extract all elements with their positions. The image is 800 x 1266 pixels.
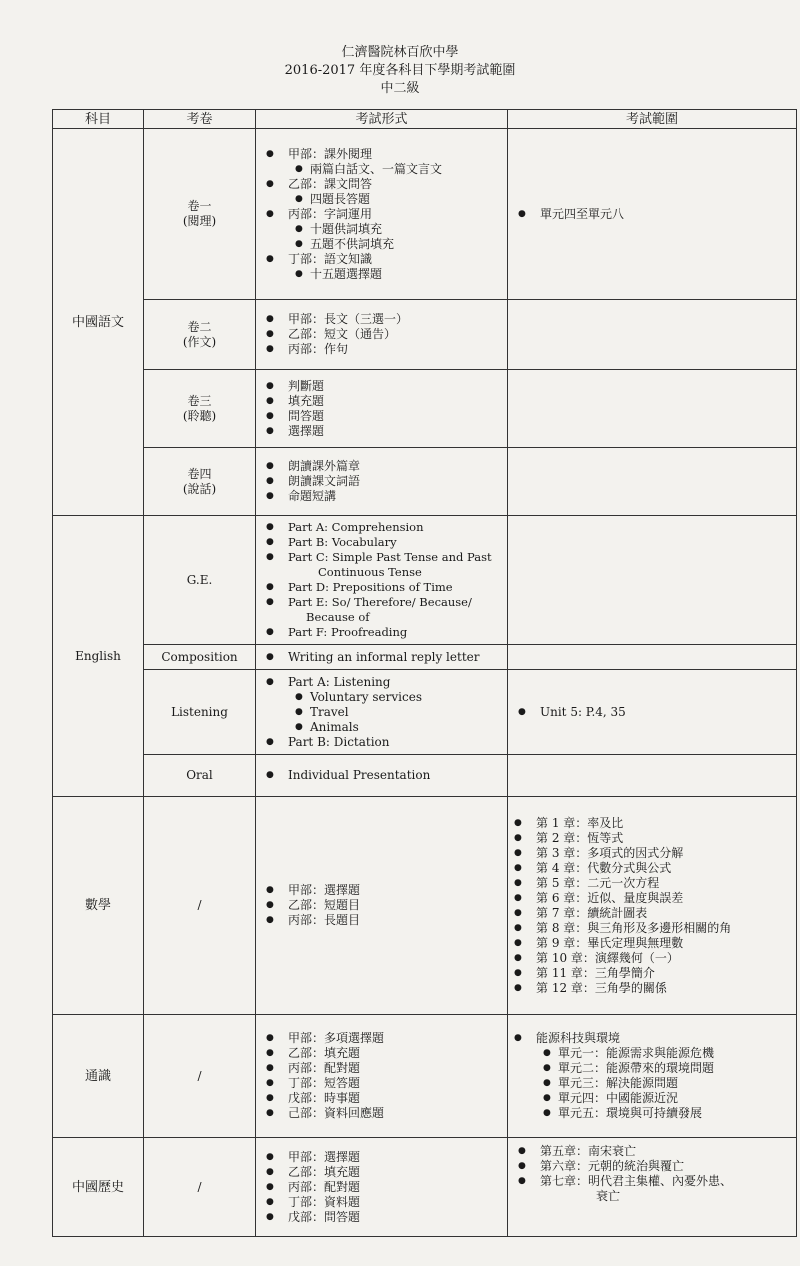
- table-row: [53, 670, 797, 755]
- table-row: [53, 370, 797, 448]
- column-header-paper: 考卷: [144, 110, 256, 129]
- list-subitem: ● 兩篇白話文、一篇文言文: [288, 162, 501, 177]
- list-item: ● 第六章：元朝的統治與覆亡: [514, 1159, 790, 1174]
- table-row: [53, 516, 797, 645]
- table-row: [53, 129, 797, 300]
- document-title: 2016-2017 年度各科目下學期考試範圍: [284, 63, 516, 78]
- format-math: [256, 797, 508, 1015]
- list-item: ● 第七章：明代君主集權、內憂外患、: [514, 1174, 790, 1189]
- list-subitem: ● 單元四：中國能源近況: [536, 1091, 790, 1106]
- range-english-oral: [508, 755, 797, 797]
- list-item-continued: Because of: [306, 610, 370, 624]
- list-item: ● 命題短講: [262, 489, 501, 504]
- list-item: ● 第 4 章：代數分式與公式: [510, 861, 790, 876]
- list-subitem: ● Voluntary services: [288, 690, 501, 705]
- list-item: ● 甲部：選擇題: [262, 1150, 501, 1165]
- list-subitem: ● Animals: [288, 720, 501, 735]
- range-english-composition: [508, 645, 797, 670]
- format-english-oral: [256, 755, 508, 797]
- column-header-subject: 科目: [53, 110, 144, 129]
- subject-chinese: 中國語文: [53, 129, 144, 516]
- paper-english-ge: G.E.: [144, 516, 256, 645]
- list-item: ● Part A: Listening ● Voluntary services ● Travel ● Animals: [262, 675, 501, 735]
- format-chinese-history: [256, 1138, 508, 1237]
- paper-chinese-3: [144, 370, 256, 448]
- list-item: ● 丙部：配對題: [262, 1180, 501, 1195]
- list-item: ● 單元四至單元八: [514, 207, 790, 222]
- paper-chinese-4: [144, 448, 256, 516]
- list-item: ● 選擇題: [262, 424, 501, 439]
- list-item: ● 第 10 章：演繹幾何（一）: [510, 951, 790, 966]
- table-row: [53, 1138, 797, 1237]
- list-item: ● 丁部：語文知識 ● 十五題選擇題: [262, 252, 501, 282]
- range-chinese-history: [508, 1138, 797, 1237]
- list-subitem: ● 單元三：解決能源問題: [536, 1076, 790, 1091]
- list-subitem: ● 單元一：能源需求與能源危機: [536, 1046, 790, 1061]
- list-item: ● 第 9 章：畢氏定理與無理數: [510, 936, 790, 951]
- range-english-ge: [508, 516, 797, 645]
- list-item: ● 第 11 章：三角學簡介: [510, 966, 790, 981]
- list-item: ● 丁部：資料題: [262, 1195, 501, 1210]
- format-english-ge: [256, 516, 508, 645]
- list-item: ● 第 3 章：多項式的因式分解: [510, 846, 790, 861]
- range-liberal-studies: [508, 1015, 797, 1138]
- list-item: ● 填充題: [262, 394, 501, 409]
- list-item: ● 乙部：短題目: [262, 898, 501, 913]
- paper-chinese-2: [144, 300, 256, 370]
- table-row: [53, 300, 797, 370]
- list-item: ● 第 2 章：恆等式: [510, 831, 790, 846]
- format-english-composition: [256, 645, 508, 670]
- list-item: ● Part C: Simple Past Tense and Past: [262, 550, 501, 565]
- table-row: [53, 755, 797, 797]
- list-item: ● 判斷題: [262, 379, 501, 394]
- paper-subtitle: (閱理): [182, 214, 217, 228]
- list-item: ● Unit 5: P.4, 35: [514, 705, 790, 720]
- list-item: ● 丙部：長題目: [262, 913, 501, 928]
- list-item-continued: 衰亡: [596, 1189, 621, 1203]
- table-row: [53, 645, 797, 670]
- table-row: [53, 1015, 797, 1138]
- list-item: ● 第 12 章：三角學的關係: [510, 981, 790, 996]
- list-item: ● 第 5 章：二元一次方程: [510, 876, 790, 891]
- list-item: ● 第 8 章：與三角形及多邊形相關的角: [510, 921, 790, 936]
- list-item: ● 第五章：南宋衰亡: [514, 1144, 790, 1159]
- subject-english: English: [53, 516, 144, 797]
- list-item: ● 第 1 章：率及比: [510, 816, 790, 831]
- list-item: ● 乙部：課文問答 ● 四題長答題: [262, 177, 501, 207]
- paper-english-composition: Composition: [144, 645, 256, 670]
- format-chinese-4: [256, 448, 508, 516]
- list-item: ● Part D: Prepositions of Time: [262, 580, 501, 595]
- list-subitem: ● Travel: [288, 705, 501, 720]
- range-chinese-3: [508, 370, 797, 448]
- list-item-continued: Continuous Tense: [318, 565, 422, 579]
- list-item: ● 戊部：問答題: [262, 1210, 501, 1225]
- table-row: [53, 797, 797, 1015]
- paper-english-oral: Oral: [144, 755, 256, 797]
- list-item: ● Part E: So/ Therefore/ Because/: [262, 595, 501, 610]
- subject-chinese-history: 中國歷史: [53, 1138, 144, 1237]
- range-chinese-4: [508, 448, 797, 516]
- paper-chinese-history: /: [144, 1138, 256, 1237]
- column-header-range: 考試範圍: [508, 110, 797, 129]
- list-item: ● 甲部：長文（三選一）: [262, 312, 501, 327]
- list-subitem: ● 單元五：環境與可持續發展: [536, 1106, 790, 1121]
- list-item: ● 朗讀課外篇章: [262, 459, 501, 474]
- range-chinese-2: [508, 300, 797, 370]
- list-item: ● 能源科技與環境 ● 單元一：能源需求與能源危機 ● 單元二：能源帶來的環境問題 ● 單元三：解決能源問題 ● 單元四：中國能源近況 ● 單元五：環境與可持續發展: [510, 1031, 790, 1121]
- paper-subtitle: (聆聽): [182, 408, 217, 423]
- format-chinese-3: [256, 370, 508, 448]
- paper-name: 卷一: [187, 199, 212, 213]
- list-item: ● Part A: Comprehension: [262, 520, 501, 535]
- exam-scope-table: [52, 109, 797, 1237]
- list-item: ● 丙部：字詞運用 ● 十題供詞填充 ● 五題不供詞填充: [262, 207, 501, 252]
- range-math: [508, 797, 797, 1015]
- list-subitem: ● 四題長答題: [288, 192, 501, 207]
- list-item: ● 第 6 章：近似、量度與誤差: [510, 891, 790, 906]
- document-header: [0, 44, 800, 98]
- list-subitem: ● 五題不供詞填充: [288, 237, 501, 252]
- list-item: ● 問答題: [262, 409, 501, 424]
- paper-name: 卷二: [187, 319, 212, 334]
- format-english-listening: [256, 670, 508, 755]
- list-item: ● 第 7 章：續統計圖表: [510, 906, 790, 921]
- format-liberal-studies: [256, 1015, 508, 1138]
- table-header-row: [53, 110, 797, 129]
- range-chinese-1: [508, 129, 797, 300]
- list-item: ● Writing an informal reply letter: [262, 650, 501, 665]
- list-item: ● 乙部：填充題: [262, 1046, 501, 1061]
- list-item: ● 甲部：選擇題: [262, 883, 501, 898]
- list-item: ● Part B: Dictation: [262, 735, 501, 750]
- list-item: ● 甲部：多項選擇題: [262, 1031, 501, 1046]
- list-item: ● 丙部：配對題: [262, 1061, 501, 1076]
- paper-subtitle: (說話): [182, 481, 217, 496]
- paper-name: 卷四: [187, 466, 212, 481]
- list-item: ● 甲部：課外閱理 ● 兩篇白話文、一篇文言文: [262, 147, 501, 177]
- list-item: ● 丙部：作句: [262, 342, 501, 357]
- list-item: ● 丁部：短答題: [262, 1076, 501, 1091]
- paper-name: 卷三: [187, 393, 212, 408]
- school-name: 仁濟醫院林百欣中學: [341, 45, 459, 60]
- list-item: ● Part B: Vocabulary: [262, 535, 501, 550]
- subject-liberal-studies: 通識: [53, 1015, 144, 1138]
- subject-math: 數學: [53, 797, 144, 1015]
- list-item: ● 戊部：時事題: [262, 1091, 501, 1106]
- column-header-format: 考試形式: [256, 110, 508, 129]
- list-subitem: ● 十五題選擇題: [288, 267, 501, 282]
- paper-subtitle: (作文): [182, 334, 217, 349]
- list-item: ● 乙部：填充題: [262, 1165, 501, 1180]
- list-item: ● Part F: Proofreading: [262, 625, 501, 640]
- form-level: 中二級: [380, 81, 420, 96]
- format-chinese-2: [256, 300, 508, 370]
- list-item: ● 己部：資料回應題: [262, 1106, 501, 1121]
- list-subitem: ● 單元二：能源帶來的環境問題: [536, 1061, 790, 1076]
- list-subitem: ● 十題供詞填充: [288, 222, 501, 237]
- range-english-listening: [508, 670, 797, 755]
- list-item: ● 乙部：短文（通告）: [262, 327, 501, 342]
- format-chinese-1: [256, 129, 508, 300]
- paper-english-listening: Listening: [144, 670, 256, 755]
- paper-chinese-1: [144, 129, 256, 300]
- list-item: ● 朗讀課文詞語: [262, 474, 501, 489]
- list-item: ● Individual Presentation: [262, 768, 501, 783]
- table-row: [53, 448, 797, 516]
- paper-liberal-studies: /: [144, 1015, 256, 1138]
- paper-math: /: [144, 797, 256, 1015]
